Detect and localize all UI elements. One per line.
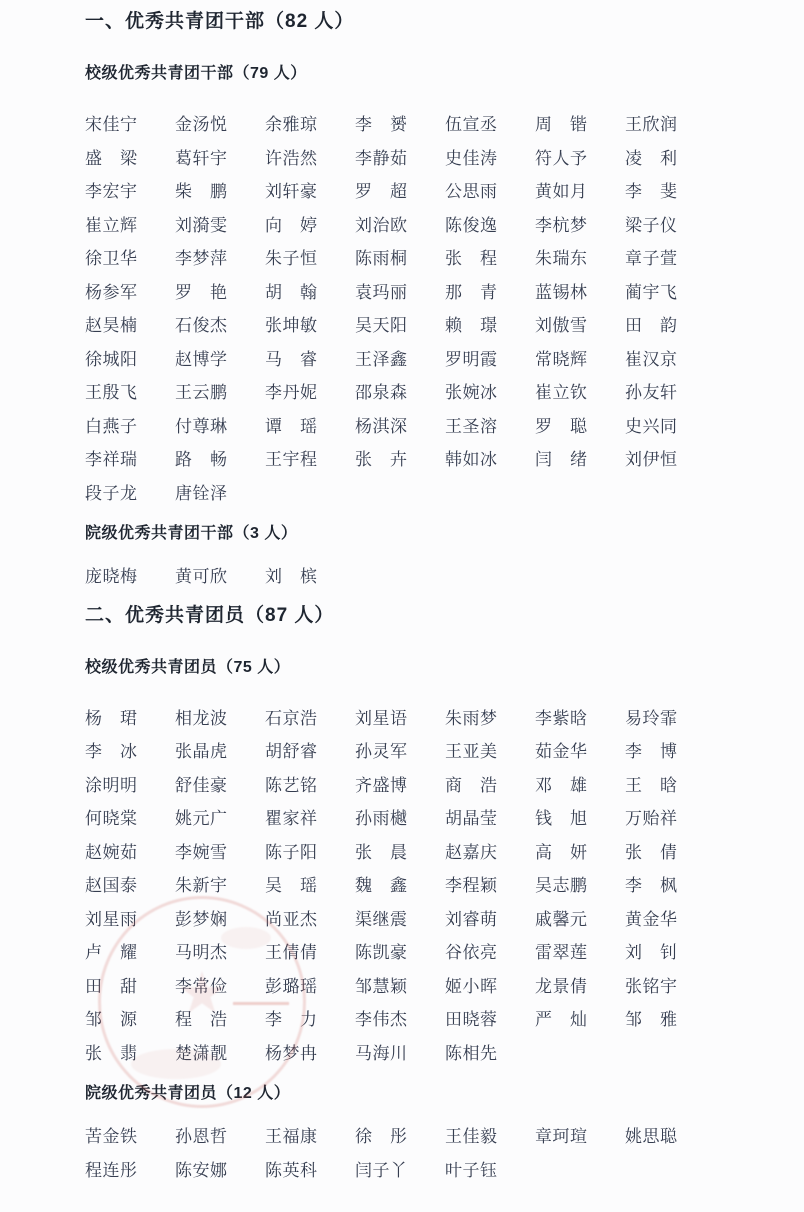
person-name: 罗 超 xyxy=(355,182,408,201)
person-name: 向 婷 xyxy=(265,215,318,235)
person-name: 谷依亮 xyxy=(445,943,498,962)
person-name: 李伟杰 xyxy=(355,1010,408,1029)
person-name: 邹 雅 xyxy=(625,1010,678,1029)
person-name: 赵昊楠 xyxy=(85,316,138,335)
person-name: 常晓辉 xyxy=(535,349,588,369)
person-name: 庞晓梅 xyxy=(85,567,138,586)
person-name: 朱瑞东 xyxy=(535,249,588,268)
person-name: 刘睿萌 xyxy=(445,909,498,929)
person-name: 胡 翰 xyxy=(265,282,318,302)
person-name: 蓝锡林 xyxy=(535,282,588,302)
person-name: 朱新宇 xyxy=(175,876,228,895)
person-name: 王云鹏 xyxy=(175,383,228,402)
person-name: 罗明霞 xyxy=(445,349,498,369)
person-name: 陈子阳 xyxy=(265,842,318,862)
person-name: 胡舒睿 xyxy=(265,742,318,761)
person-name: 刘 钊 xyxy=(625,943,678,962)
person-name: 段子龙 xyxy=(85,483,138,503)
person-name: 赵婉茹 xyxy=(85,842,138,862)
person-name: 盛 梁 xyxy=(85,148,138,168)
person-name: 邓 雄 xyxy=(535,775,588,795)
person-name: 陈艺铭 xyxy=(265,775,318,795)
person-name: 陈雨桐 xyxy=(355,249,408,268)
person-name: 王佳毅 xyxy=(445,1127,498,1146)
person-name: 杨梦冉 xyxy=(265,1043,318,1063)
person-name: 那 青 xyxy=(445,282,498,302)
person-name: 田 韵 xyxy=(625,316,678,335)
person-name: 李 博 xyxy=(625,742,678,761)
person-name: 姬小晖 xyxy=(445,976,498,996)
person-name: 高 妍 xyxy=(535,842,588,862)
person-name: 李祥瑞 xyxy=(85,450,138,469)
person-name: 王宇程 xyxy=(265,450,318,469)
person-name: 楚潇靓 xyxy=(175,1043,228,1063)
subsection-title-school-cadres: 校级优秀共青团干部（79 人） xyxy=(85,65,307,82)
person-name: 崔汉京 xyxy=(625,349,678,369)
person-name: 石京浩 xyxy=(265,708,318,728)
person-name: 罗 聪 xyxy=(535,416,588,436)
person-name: 舒佳豪 xyxy=(175,775,228,795)
section-title: 二、优秀共青团员（87 人） xyxy=(85,604,335,626)
person-name: 尚亚杰 xyxy=(265,909,318,929)
name-grid-college-cadres xyxy=(85,560,715,594)
person-name: 马明杰 xyxy=(175,943,228,962)
person-name: 刘星语 xyxy=(355,708,408,728)
person-name: 程 浩 xyxy=(175,1010,228,1029)
section-title: 一、优秀共青团干部（82 人） xyxy=(85,11,355,32)
person-name: 李丹妮 xyxy=(265,383,318,402)
person-name: 柴 鹏 xyxy=(175,182,228,201)
person-name: 刘星雨 xyxy=(85,909,138,929)
person-name: 刘治欧 xyxy=(355,215,408,235)
person-name: 李常俭 xyxy=(175,976,228,996)
person-name: 王殷飞 xyxy=(85,383,138,402)
person-name: 徐 彤 xyxy=(355,1127,408,1146)
person-name: 石俊杰 xyxy=(175,316,228,335)
person-name: 张 程 xyxy=(445,249,498,268)
person-name: 路 畅 xyxy=(175,450,228,469)
person-name: 黄金华 xyxy=(625,909,678,929)
person-name: 马 睿 xyxy=(265,349,318,369)
person-name: 闫 绪 xyxy=(535,450,588,469)
person-name: 张 晨 xyxy=(355,842,408,862)
section-outstanding-members xyxy=(85,602,804,1188)
person-name: 杨参军 xyxy=(85,282,138,302)
person-name: 王泽鑫 xyxy=(355,349,408,369)
subsection-title-college-cadres: 院级优秀共青团干部（3 人） xyxy=(85,525,298,542)
person-name: 邹慧颖 xyxy=(355,976,408,996)
person-name: 雷翠莲 xyxy=(535,943,588,962)
person-name: 许浩然 xyxy=(265,148,318,168)
subsection-title-school-members: 校级优秀共青团员（75 人） xyxy=(85,658,291,676)
person-name: 赖 璟 xyxy=(445,316,498,335)
person-name: 朱子恒 xyxy=(265,249,318,268)
person-name: 王福康 xyxy=(265,1127,318,1146)
person-name: 杨淇深 xyxy=(355,416,408,436)
person-name: 严 灿 xyxy=(535,1010,588,1029)
person-name: 张铭宇 xyxy=(625,976,678,996)
person-name: 卢 耀 xyxy=(85,943,138,962)
person-name: 龙景倩 xyxy=(535,976,588,996)
person-name: 赵博学 xyxy=(175,349,228,369)
person-name: 梁子仪 xyxy=(625,215,678,235)
person-name: 李 赟 xyxy=(355,115,408,134)
person-name: 闫子丫 xyxy=(355,1160,408,1180)
person-name: 史佳涛 xyxy=(445,148,498,168)
person-name: 葛轩宇 xyxy=(175,148,228,168)
person-name: 钱 旭 xyxy=(535,809,588,828)
person-name: 陈俊逸 xyxy=(445,215,498,235)
person-name: 孙友轩 xyxy=(625,383,678,402)
person-name: 李 冰 xyxy=(85,742,138,761)
person-name: 涂明明 xyxy=(85,775,138,795)
person-name: 谭 瑶 xyxy=(265,416,318,436)
person-name: 唐铨泽 xyxy=(175,483,228,503)
name-grid-college-members xyxy=(85,1120,715,1187)
section-outstanding-cadres xyxy=(85,8,804,594)
person-name: 李杭梦 xyxy=(535,215,588,235)
person-name: 王倩倩 xyxy=(265,943,318,962)
person-name: 公思雨 xyxy=(445,182,498,201)
person-name: 李 斐 xyxy=(625,182,678,201)
person-name: 伍宣丞 xyxy=(445,115,498,134)
person-name: 杨 珺 xyxy=(85,708,138,728)
person-name: 瞿家祥 xyxy=(265,809,318,828)
person-name: 田晓蓉 xyxy=(445,1010,498,1029)
person-name: 刘傲雪 xyxy=(535,316,588,335)
person-name: 渠继震 xyxy=(355,909,408,929)
person-name: 赵嘉庆 xyxy=(445,842,498,862)
person-name: 齐盛博 xyxy=(355,775,408,795)
person-name: 刘伊恒 xyxy=(625,450,678,469)
person-name: 孙恩哲 xyxy=(175,1127,228,1146)
person-name: 徐城阳 xyxy=(85,349,138,369)
person-name: 朱雨梦 xyxy=(445,708,498,728)
person-name: 史兴同 xyxy=(625,416,678,436)
person-name: 刘 槟 xyxy=(265,567,318,586)
person-name: 魏 鑫 xyxy=(355,876,408,895)
person-name: 田 甜 xyxy=(85,976,138,996)
person-name: 黄如月 xyxy=(535,182,588,201)
person-name: 李婉雪 xyxy=(175,842,228,862)
person-name: 袁玛丽 xyxy=(355,282,408,302)
person-name: 李 力 xyxy=(265,1010,318,1029)
person-name: 余雅琼 xyxy=(265,115,318,134)
person-name: 戚馨元 xyxy=(535,909,588,929)
person-name: 符人予 xyxy=(535,148,588,168)
person-name: 彭璐瑶 xyxy=(265,976,318,996)
person-name: 蔺宇飞 xyxy=(625,282,678,302)
person-name: 王亚美 xyxy=(445,742,498,761)
person-name: 崔立辉 xyxy=(85,215,138,235)
person-name: 相龙波 xyxy=(175,708,228,728)
person-name: 苦金铁 xyxy=(85,1127,138,1146)
person-name: 刘漪雯 xyxy=(175,215,228,235)
person-name: 白燕子 xyxy=(85,416,138,436)
person-name: 王欣润 xyxy=(625,115,678,134)
person-name: 周 锴 xyxy=(535,115,588,134)
person-name: 李 枫 xyxy=(625,876,678,895)
person-name: 赵国泰 xyxy=(85,876,138,895)
person-name: 茹金华 xyxy=(535,742,588,761)
person-name: 罗 艳 xyxy=(175,282,228,302)
person-name: 马海川 xyxy=(355,1043,408,1063)
person-name: 何晓棠 xyxy=(85,809,138,828)
person-name: 韩如冰 xyxy=(445,450,498,469)
person-name: 张晶虎 xyxy=(175,742,228,761)
person-name: 张 卉 xyxy=(355,450,408,469)
person-name: 王圣溶 xyxy=(445,416,498,436)
person-name: 彭梦娴 xyxy=(175,909,228,929)
person-name: 程连彤 xyxy=(85,1160,138,1180)
name-grid-school-cadres xyxy=(85,108,715,510)
person-name: 邹 源 xyxy=(85,1010,138,1029)
person-name: 孙雨樾 xyxy=(355,809,408,828)
person-name: 李程颖 xyxy=(445,876,498,895)
person-name: 陈英科 xyxy=(265,1160,318,1180)
person-name: 邵泉森 xyxy=(355,383,408,402)
person-name: 张婉冰 xyxy=(445,383,498,402)
person-name: 李静茹 xyxy=(355,148,408,168)
person-name: 张坤敏 xyxy=(265,316,318,335)
person-name: 付尊琳 xyxy=(175,416,228,436)
person-name: 崔立钦 xyxy=(535,383,588,402)
person-name: 张 倩 xyxy=(625,842,678,862)
person-name: 凌 利 xyxy=(625,148,678,168)
person-name: 李紫晗 xyxy=(535,708,588,728)
person-name: 姚思聪 xyxy=(625,1127,678,1146)
person-name: 陈安娜 xyxy=(175,1160,228,1180)
person-name: 姚元广 xyxy=(175,809,228,828)
person-name: 刘轩豪 xyxy=(265,182,318,201)
person-name: 王 晗 xyxy=(625,775,678,795)
person-name: 陈相先 xyxy=(445,1043,498,1063)
person-name: 易玲霏 xyxy=(625,708,678,728)
name-grid-school-members xyxy=(85,702,715,1071)
person-name: 金汤悦 xyxy=(175,115,228,134)
person-name: 徐卫华 xyxy=(85,249,138,268)
subsection-title-college-members: 院级优秀共青团员（12 人） xyxy=(85,1085,291,1102)
person-name: 宋佳宁 xyxy=(85,115,138,134)
person-name: 胡晶莹 xyxy=(445,809,498,828)
person-name: 李宏宇 xyxy=(85,182,138,201)
person-name: 万贻祥 xyxy=(625,809,678,828)
person-name: 叶子钰 xyxy=(445,1160,498,1180)
person-name: 孙灵军 xyxy=(355,742,408,761)
person-name: 吴 瑶 xyxy=(265,876,318,895)
person-name: 章子萱 xyxy=(625,249,678,268)
person-name: 陈凯豪 xyxy=(355,943,408,962)
person-name: 黄可欣 xyxy=(175,567,228,586)
person-name: 吴志鹏 xyxy=(535,876,588,895)
person-name: 章珂瑄 xyxy=(535,1127,588,1146)
person-name: 李梦萍 xyxy=(175,249,228,268)
person-name: 商 浩 xyxy=(445,775,498,795)
person-name: 张 翡 xyxy=(85,1043,138,1063)
person-name: 吴天阳 xyxy=(355,316,408,335)
